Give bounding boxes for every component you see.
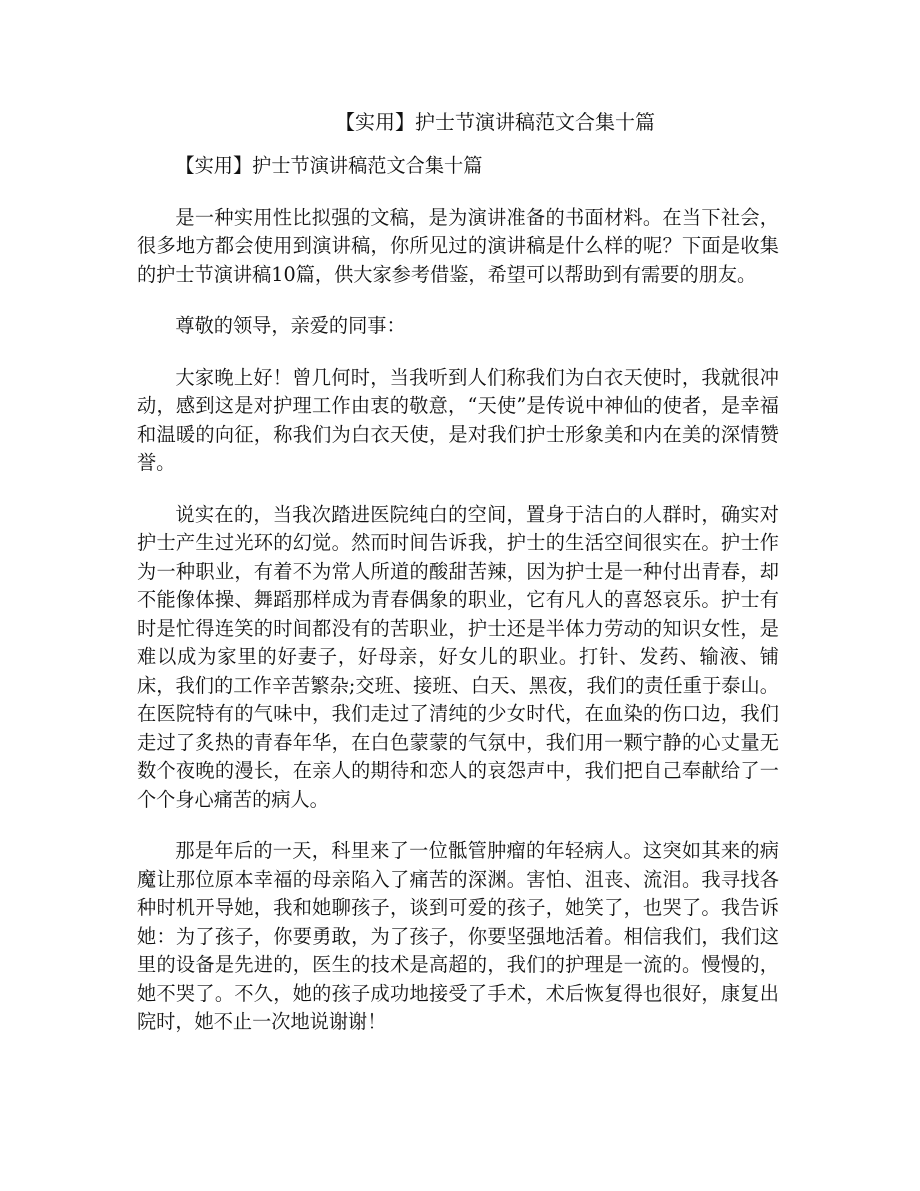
paragraph-nurse-life: 说实在的，当我次踏进医院纯白的空间，置身于洁白的人群时，确实对护士产生过光环的幻觉。然而时间告诉我，护士的生活空间很实在。护士作为一种职业，有着不为常人所道的酸甜苦辣，因为护士是一种付出青春，却不能像体操、舞蹈那样成为青春偶象的职业，它有凡人的喜怒哀乐。护士有时是忙得连笑的时间都没有的苦职业，护士还是半体力劳动的知识女性，是难以成为家里的好妻子，好母亲，好女儿的职业。打针、发药、输液、铺床，我们的工作辛苦繁杂;交班、接班、白天、黑夜，我们的责任重于泰山。在医院特有的气味中，我们走过了清纯的少女时代，在血染的伤口边，我们走过了炙热的青春年华，在白色蒙蒙的气氛中，我们用一颗宁静的心丈量无数个夜晚的漫长，在亲人的期待和恋人的哀怨声中，我们把自己奉献给了一个个身心痛苦的病人。 (137, 502, 779, 811)
document-title: 【实用】护士节演讲稿范文合集十篇 (335, 110, 655, 134)
paragraph-patient-story: 那是年后的一天，科里来了一位骶管肿瘤的年轻病人。这突如其来的病魔让那位原本幸福的母亲陷入了痛苦的深渊。害怕、沮丧、流泪。我寻找各种时机开导她，我和她聊孩子，谈到可爱的孩子，她笑了，也哭了。我告诉她：为了孩子，你要勇敢，为了孩子，你要坚强地活着。相信我们，我们这里的设备是先进的，医生的技术是高超的，我们的护理是一流的。慢慢的，她不哭了。不久，她的孩子成功地接受了手术，术后恢复得也很好，康复出院时，她不止一次地说谢谢！ (137, 839, 779, 1033)
paragraph-salutation: 尊敬的领导，亲爱的同事： (175, 314, 406, 337)
paragraph-intro: 是一种实用性比拟强的文稿，是为演讲准备的书面材料。在当下社会，很多地方都会使用到演讲稿，你所见过的演讲稿是什么样的呢？下面是收集的护士节演讲稿10篇，供大家参考借鉴，希望可以帮助到有需要的朋友。 (137, 205, 779, 286)
document-body (137, 152, 779, 1060)
paragraph-greeting: 大家晚上好！曾几何时，当我听到人们称我们为白衣天使时，我就很冲动，感到这是对护理工作由衷的敬意，“天使”是传说中神仙的使者，是幸福和温暖的向征，称我们为白衣天使，是对我们护士形象美和内在美的深情赞誉。 (137, 365, 779, 474)
paragraph-heading: 【实用】护士节演讲稿范文合集十篇 (175, 154, 483, 177)
